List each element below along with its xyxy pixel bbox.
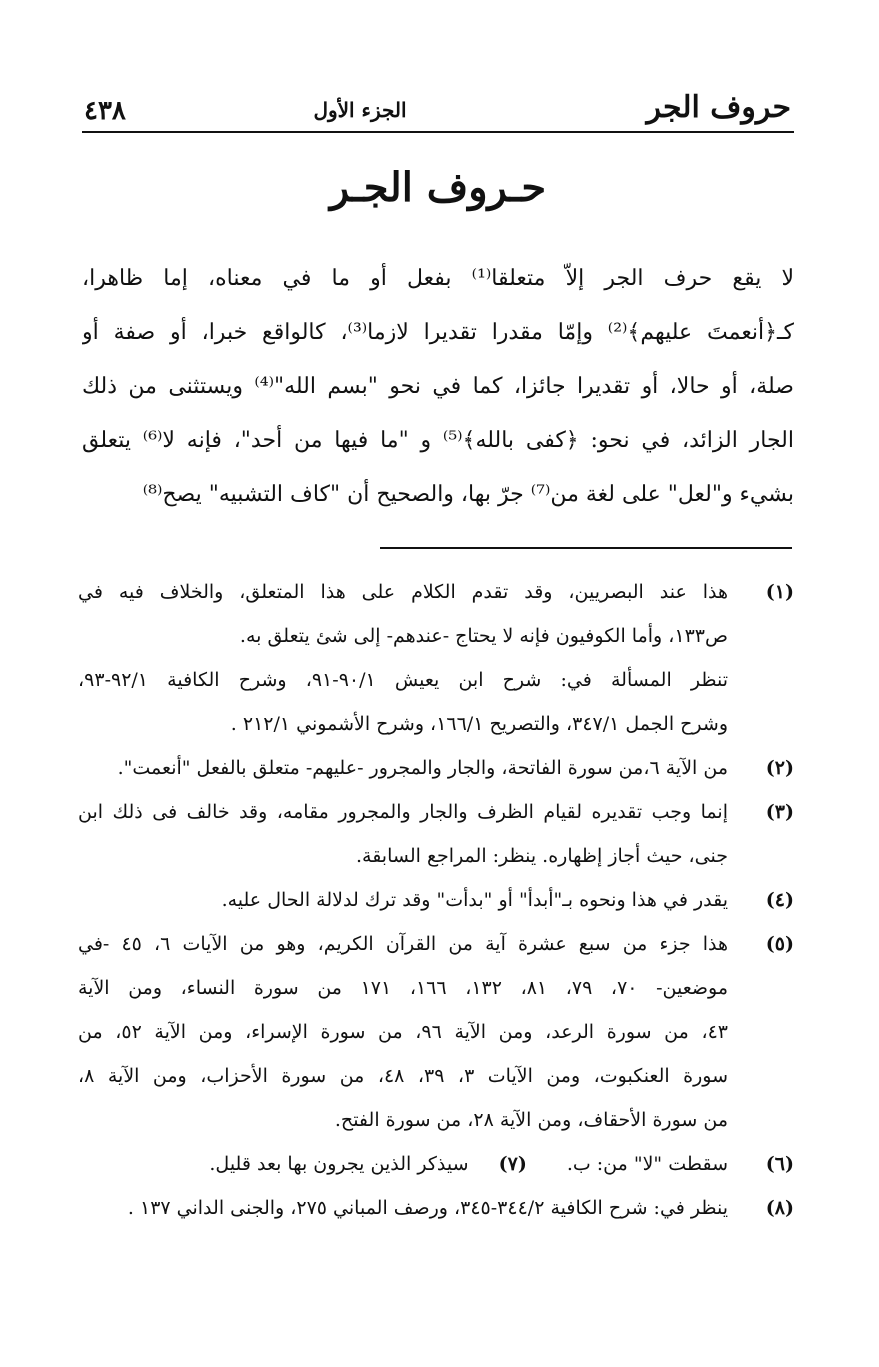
chapter-title: حـروف الجـر: [329, 164, 547, 211]
footnote-line: وشرح الجمل ٣٤٧/١، والتصريح ١٦٦/١، وشرح الأشموني ٢١٢/١ .: [230, 713, 728, 735]
footnote-6-text: سقطت "لا" من: ب.: [566, 1153, 728, 1175]
header-rule: [82, 131, 794, 133]
footnote-2: [78, 746, 794, 790]
footnote-7-text: سيذكر الذين يجرون بها بعد قليل.: [209, 1153, 469, 1175]
footnote-number: (٦): [765, 1153, 794, 1175]
footnote-line: تنظر المسألة في: شرح ابن يعيش ٩٠/١-٩١، وشرح الكافية ٩٢/١-٩٣،: [78, 669, 728, 691]
footnote-line: من الآية ٦،من سورة الفاتحة، والجار والمجرور -عليهم- متعلق بالفعل "أنعمت".: [117, 757, 728, 779]
footnote-line: [78, 1142, 728, 1186]
footnote-8: [78, 1186, 794, 1230]
footnote-4: [78, 878, 794, 922]
footnote-3: [78, 790, 794, 878]
page-number: ٤٣٨: [84, 96, 126, 126]
running-header-volume: الجزء الأول: [313, 98, 407, 122]
footnote-separator: [380, 547, 792, 549]
footnote-line: ٤٣، من سورة الرعد، ومن الآية ٩٦، من سورة الإسراء، ومن الآية ٥٢، من: [78, 1021, 728, 1043]
footnote-line: من سورة الأحقاف، ومن الآية ٢٨، من سورة الفتح.: [334, 1109, 728, 1131]
footnote-6-7: [78, 1142, 794, 1186]
body-line: بشيء و"لعل" على لغة من⁽⁷⁾ جرّ بها، والصحيح أن "كاف التشبيه" يصح⁽⁸⁾: [142, 482, 794, 507]
body-line: الجار الزائد، في نحو: ﴿كفى بالله﴾⁽⁵⁾ و "ما فيها من أحد"، فإنه لا⁽⁶⁾ يتعلق: [82, 428, 794, 453]
body-text: [82, 252, 794, 522]
footnote-line: هذا عند البصريين، وقد تقدم الكلام على هذا المتعلق، والخلاف فيه في: [78, 581, 728, 603]
footnote-number: (١): [765, 581, 794, 603]
body-line: صلة، أو حالا، أو تقديرا جائزا، كما في نحو "بسم الله"⁽⁴⁾ ويستثنى من ذلك: [82, 374, 794, 399]
footnote-number: (٥): [765, 933, 794, 955]
footnote-line: إنما وجب تقديره لقيام الظرف والجار والمجرور مقامه، وقد خالف فى ذلك ابن: [78, 801, 728, 823]
footnote-line: جنى، حيث أجاز إظهاره. ينظر: المراجع السابقة.: [355, 845, 728, 867]
footnote-number: (٢): [765, 757, 794, 779]
footnote-7: [209, 1142, 526, 1186]
footnote-line: سورة العنكبوت، ومن الآيات ٣، ٣٩، ٤٨، من سورة الأحزاب، ومن الآية ٨،: [78, 1065, 728, 1087]
running-header-title: حروف الجر: [646, 90, 791, 125]
footnote-line: ينظر في: شرح الكافية ٣٤٤/٢-٣٤٥، ورصف المباني ٢٧٥، والجنى الداني ١٣٧ .: [127, 1197, 728, 1219]
footnote-1: [78, 570, 794, 746]
footnote-line: يقدر في هذا ونحوه بـ"أبدأ" أو "بدأت" وقد ترك لدلالة الحال عليه.: [221, 889, 728, 911]
body-line: لا يقع حرف الجر إلاّ متعلقا⁽¹⁾ بفعل أو ما في معناه، إما ظاهرا،: [82, 266, 794, 291]
footnote-number: (٣): [765, 801, 794, 823]
footnote-number: (٤): [765, 889, 794, 911]
footnote-line: ص١٣٣، وأما الكوفيون فإنه لا يحتاج -عندهم- إلى شئ يتعلق به.: [239, 625, 728, 647]
footnote-number: (٨): [765, 1197, 794, 1219]
body-line: كـ﴿أنعمتَ عليهم﴾⁽²⁾ وإمّا مقدرا تقديرا لازما⁽³⁾، كالواقع خبرا، أو صفة أو: [82, 320, 794, 345]
footnote-number: (٧): [498, 1153, 527, 1175]
footnote-line: موضعين- ٧٠، ٧٩، ٨١، ١٣٢، ١٦٦، ١٧١ من سورة النساء، ومن الآية: [78, 977, 728, 999]
footnotes: [78, 570, 794, 1230]
footnote-5: [78, 922, 794, 1142]
footnote-line: هذا جزء من سبع عشرة آية من القرآن الكريم، وهو من الآيات ٦، ٤٥ -في: [78, 933, 728, 955]
